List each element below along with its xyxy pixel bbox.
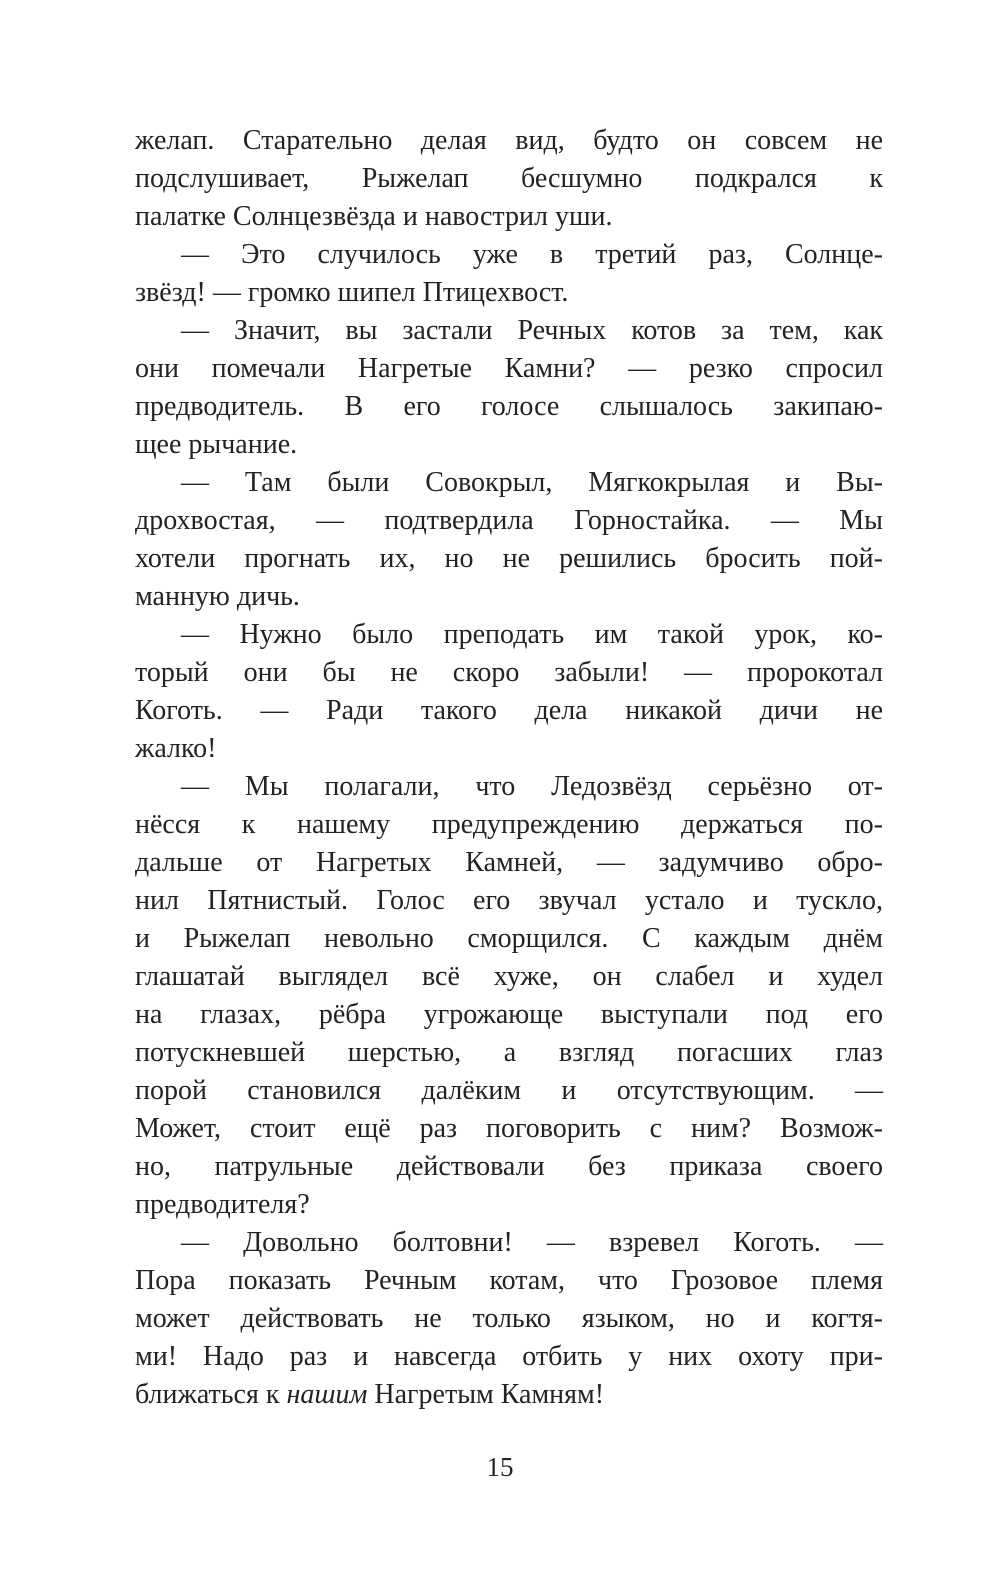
text-line — [135, 616, 883, 654]
text-line — [135, 464, 883, 502]
text-segment: жалко! — [135, 733, 217, 764]
page-number: 15 — [486, 1452, 514, 1482]
text-line — [135, 502, 883, 540]
text-line — [135, 844, 883, 882]
text-segment: и Рыжелап невольно сморщился. С каждым днём — [135, 923, 883, 954]
text-segment: может действовать не только языком, но и когтя- — [135, 1303, 883, 1334]
text-segment: но, патрульные действовали без приказа своего — [135, 1151, 883, 1182]
italic-text: нашим — [286, 1379, 368, 1410]
text-segment: ми! Надо раз и навсегда отбить у них охоту при- — [135, 1341, 883, 1372]
page-text — [135, 122, 883, 1414]
text-line — [135, 806, 883, 844]
text-line — [135, 692, 883, 730]
text-segment: — Довольно болтовни! — взревел Коготь. — — [181, 1227, 883, 1258]
text-segment: Нагретым Камням! — [367, 1379, 605, 1410]
text-line — [135, 540, 883, 578]
text-line — [135, 1262, 883, 1300]
text-line — [135, 768, 883, 806]
paragraph — [135, 1224, 883, 1414]
text-segment: Коготь. — Ради такого дела никакой дичи не — [135, 695, 883, 726]
text-line — [135, 1300, 883, 1338]
text-segment: манную дичь. — [135, 581, 300, 612]
text-segment: Может, стоит ещё раз поговорить с ним? Возмож- — [135, 1113, 883, 1144]
text-line — [135, 730, 883, 768]
text-segment: глашатай выглядел всё хуже, он слабел и худел — [135, 961, 883, 992]
text-line — [135, 1034, 883, 1072]
text-segment: они помечали Нагретые Камни? — резко спросил — [135, 353, 883, 384]
text-segment: желап. Старательно делая вид, будто он совсем не — [135, 125, 883, 156]
text-line — [135, 312, 883, 350]
text-segment: дальше от Нагретых Камней, — задумчиво обро- — [135, 847, 883, 878]
text-line — [135, 236, 883, 274]
text-segment: предводитель. В его голосе слышалось закипаю- — [135, 391, 883, 422]
paragraph — [135, 616, 883, 768]
text-line — [135, 426, 883, 464]
text-line — [135, 1376, 883, 1414]
text-segment: нёсся к нашему предупреждению держаться по- — [135, 809, 883, 840]
text-line — [135, 1224, 883, 1262]
paragraph — [135, 312, 883, 464]
text-segment: потускневшей шерстью, а взгляд погасших глаз — [135, 1037, 883, 1068]
paragraph — [135, 768, 883, 1224]
text-segment: палатке Солнцезвёзда и навострил уши. — [135, 201, 613, 232]
text-segment: нил Пятнистый. Голос его звучал устало и тускло, — [135, 885, 883, 916]
text-line — [135, 1338, 883, 1376]
text-line — [135, 996, 883, 1034]
text-line — [135, 1186, 883, 1224]
text-segment: — Значит, вы застали Речных котов за тем, как — [181, 315, 883, 346]
text-line — [135, 350, 883, 388]
text-segment: дрохвостая, — подтвердила Горностайка. — Мы — [135, 505, 883, 536]
text-line — [135, 388, 883, 426]
text-segment: хотели прогнать их, но не решились бросить пой- — [135, 543, 883, 574]
text-segment: — Нужно было преподать им такой урок, ко- — [181, 619, 883, 650]
paragraph — [135, 464, 883, 616]
text-segment: — Мы полагали, что Ледозвёзд серьёзно от- — [181, 771, 883, 802]
text-line — [135, 274, 883, 312]
text-line — [135, 122, 883, 160]
text-segment: — Там были Совокрыл, Мягкокрылая и Вы- — [181, 467, 883, 498]
text-segment: Пора показать Речным котам, что Грозовое племя — [135, 1265, 883, 1296]
text-line — [135, 654, 883, 692]
text-segment: звёзд! — громко шипел Птицехвост. — [135, 277, 569, 308]
text-segment: щее рычание. — [135, 429, 298, 460]
text-line — [135, 1148, 883, 1186]
text-segment: предводителя? — [135, 1189, 310, 1220]
text-segment: — Это случилось уже в третий раз, Солнце- — [181, 239, 883, 270]
text-segment: порой становился далёким и отсутствующим. — — [135, 1075, 883, 1106]
text-line — [135, 958, 883, 996]
text-line — [135, 160, 883, 198]
text-segment: ближаться к — [135, 1379, 287, 1410]
paragraph — [135, 236, 883, 312]
text-line — [135, 920, 883, 958]
text-segment: на глазах, рёбра угрожающе выступали под его — [135, 999, 883, 1030]
text-segment: подслушивает, Рыжелап бесшумно подкрался к — [135, 163, 883, 194]
paragraph — [135, 122, 883, 236]
text-segment: торый они бы не скоро забыли! — пророкотал — [135, 657, 883, 688]
text-line — [135, 1110, 883, 1148]
text-line — [135, 1072, 883, 1110]
text-line — [135, 198, 883, 236]
text-line — [135, 578, 883, 616]
text-line — [135, 882, 883, 920]
